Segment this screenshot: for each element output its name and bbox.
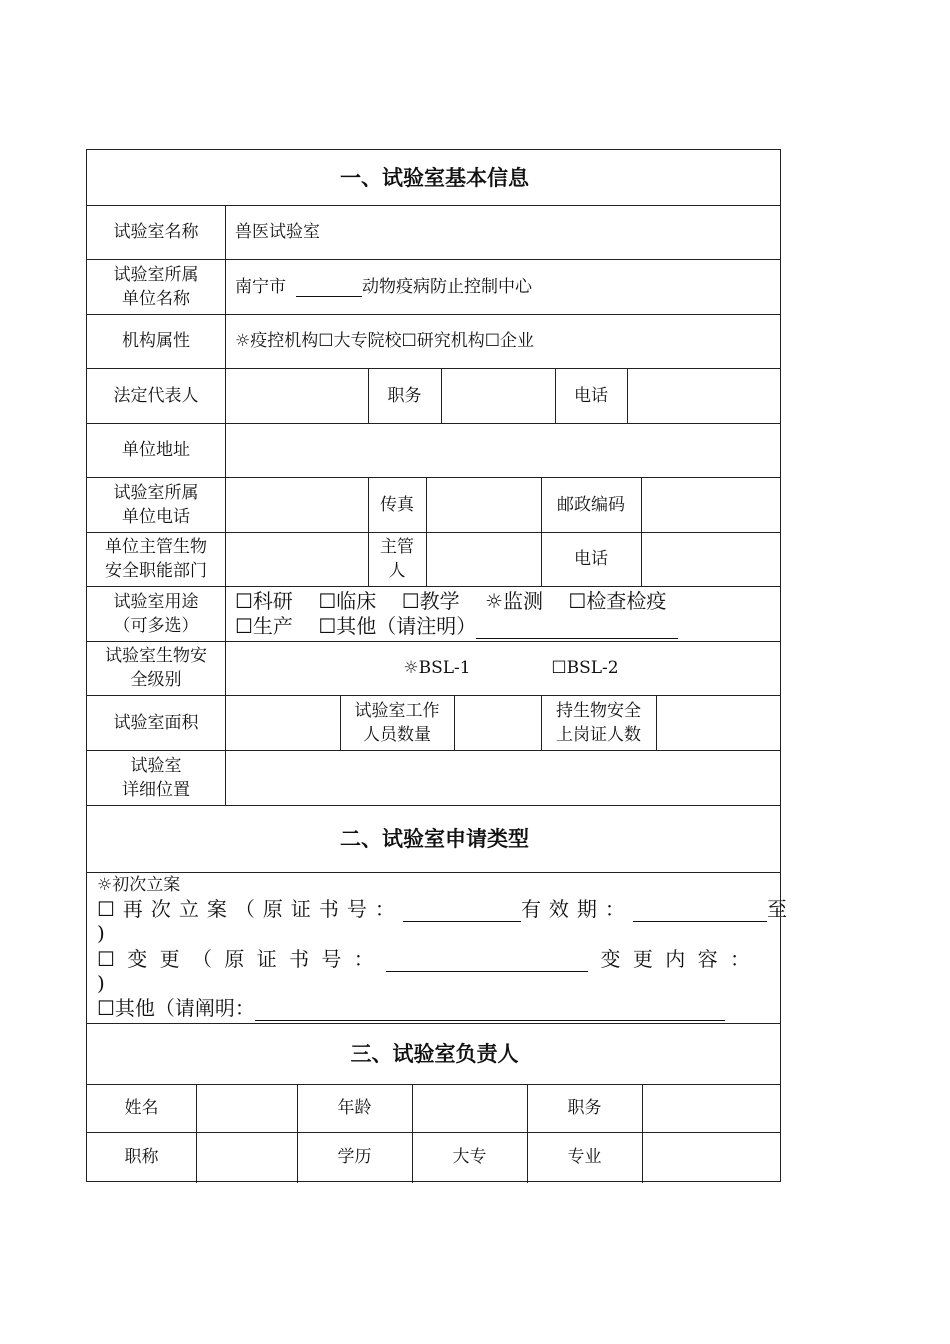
old-cert-no-blank[interactable] [403, 901, 521, 922]
dept-phone-label: 电话 [574, 549, 608, 569]
location-field[interactable] [226, 750, 782, 805]
application-type-block [97, 874, 787, 1022]
leader-position-field[interactable] [642, 1084, 782, 1132]
org-type-label: 机构属性 [122, 331, 190, 351]
postcode-label: 邮政编码 [557, 494, 625, 515]
bio-dept-label: 单位主管生物 安全职能部门 [105, 537, 207, 581]
org-type-options[interactable]: ☼疫控机构☐大专院校☐研究机构☐企业 [235, 331, 534, 351]
change-label: ☐ 变 更 （ 原 证 书 号 ： [97, 947, 374, 971]
bsl2-option[interactable]: ☐BSL-2 [551, 658, 619, 678]
usage-row1[interactable]: ☐科研 ☐临床 ☐教学 ☼监测 ☐检查检疫 [235, 588, 667, 613]
supervisor-field[interactable] [426, 532, 541, 586]
unit-name-field[interactable] [225, 259, 782, 314]
leader-title-label: 职称 [124, 1147, 159, 1167]
leader-age-field[interactable] [412, 1084, 527, 1132]
unit-name-prefix: 南宁市 [235, 276, 286, 297]
lab-name-field[interactable]: 兽医试验室 [235, 222, 320, 242]
row-divider [87, 872, 780, 873]
bsl-label: 试验室生物安 全级别 [105, 646, 207, 690]
validity-label: 有效期： [520, 897, 633, 921]
first-filing-option[interactable]: ☼初次立案 [97, 875, 181, 895]
usage-row2-prefix: ☐生产 ☐其他（请注明） [235, 613, 477, 638]
validity-to: 至 [766, 897, 787, 921]
area-field[interactable] [226, 695, 340, 750]
location-label: 试验室 详细位置 [122, 755, 190, 800]
cert-count-label: 持生物安全 上岗证人数 [556, 700, 641, 745]
validity-blank[interactable] [633, 901, 767, 922]
refiling-option[interactable] [97, 897, 787, 922]
leader-major-field[interactable] [642, 1132, 782, 1182]
cert-count-field[interactable] [656, 695, 782, 750]
other-option[interactable] [97, 996, 725, 1021]
postcode-field[interactable] [641, 477, 782, 532]
usage-options[interactable] [235, 586, 780, 641]
lab-name-label: 试验室名称 [113, 222, 199, 242]
registration-form [86, 149, 787, 1182]
usage-row2[interactable] [235, 614, 678, 639]
other-label: ☐其他（请阐明： [97, 996, 255, 1020]
change-option[interactable] [97, 947, 750, 972]
leader-age-label: 年龄 [337, 1098, 372, 1118]
supervisor-label: 主管 人 [380, 537, 414, 581]
bsl1-option[interactable]: ☼BSL-1 [403, 658, 471, 678]
unit-name-blank[interactable] [296, 276, 362, 297]
unit-phone-field[interactable] [226, 477, 368, 532]
leader-education-label: 学历 [337, 1147, 372, 1167]
change-content-label: 变 更 内 容 ： [600, 947, 750, 971]
address-label: 单位地址 [122, 440, 190, 460]
refiling-close: ) [97, 921, 105, 945]
legal-rep-label: 法定代表人 [113, 385, 199, 406]
section3-title: 三、试验室负责人 [350, 1040, 519, 1066]
change-cert-blank[interactable] [386, 951, 588, 972]
leader-major-label: 专业 [567, 1147, 602, 1167]
position-field[interactable] [441, 368, 555, 423]
phone-field[interactable] [627, 368, 782, 423]
unit-phone-label: 试验室所属 单位电话 [113, 482, 199, 527]
usage-label: 试验室用途 （可多选） [113, 591, 199, 636]
leader-name-field[interactable] [196, 1084, 297, 1132]
section1-title: 一、试验室基本信息 [340, 164, 529, 190]
leader-education-field[interactable]: 大专 [452, 1147, 487, 1167]
address-field[interactable] [226, 423, 782, 477]
unit-name-label: 试验室所属 单位名称 [113, 264, 199, 309]
usage-other-blank[interactable] [476, 618, 678, 639]
fax-field[interactable] [426, 477, 541, 532]
bio-dept-field[interactable] [226, 532, 368, 586]
position-label: 职务 [387, 385, 422, 406]
section2-title: 二、试验室申请类型 [340, 825, 529, 851]
staff-count-label: 试验室工作 人员数量 [354, 700, 440, 745]
leader-name-label: 姓名 [124, 1098, 159, 1118]
leader-position-label: 职务 [567, 1098, 602, 1118]
area-label: 试验室面积 [113, 712, 199, 733]
other-blank[interactable] [255, 1000, 725, 1021]
phone-label: 电话 [574, 385, 608, 406]
unit-name-suffix: 动物疫病防止控制中心 [362, 276, 532, 297]
change-close: ) [97, 971, 105, 995]
fax-label: 传真 [380, 494, 414, 515]
legal-rep-field[interactable] [226, 368, 368, 423]
refiling-label: ☐再次立案（原证书号： [97, 897, 403, 921]
leader-title-field[interactable] [196, 1132, 297, 1182]
dept-phone-field[interactable] [641, 532, 782, 586]
staff-count-field[interactable] [454, 695, 541, 750]
